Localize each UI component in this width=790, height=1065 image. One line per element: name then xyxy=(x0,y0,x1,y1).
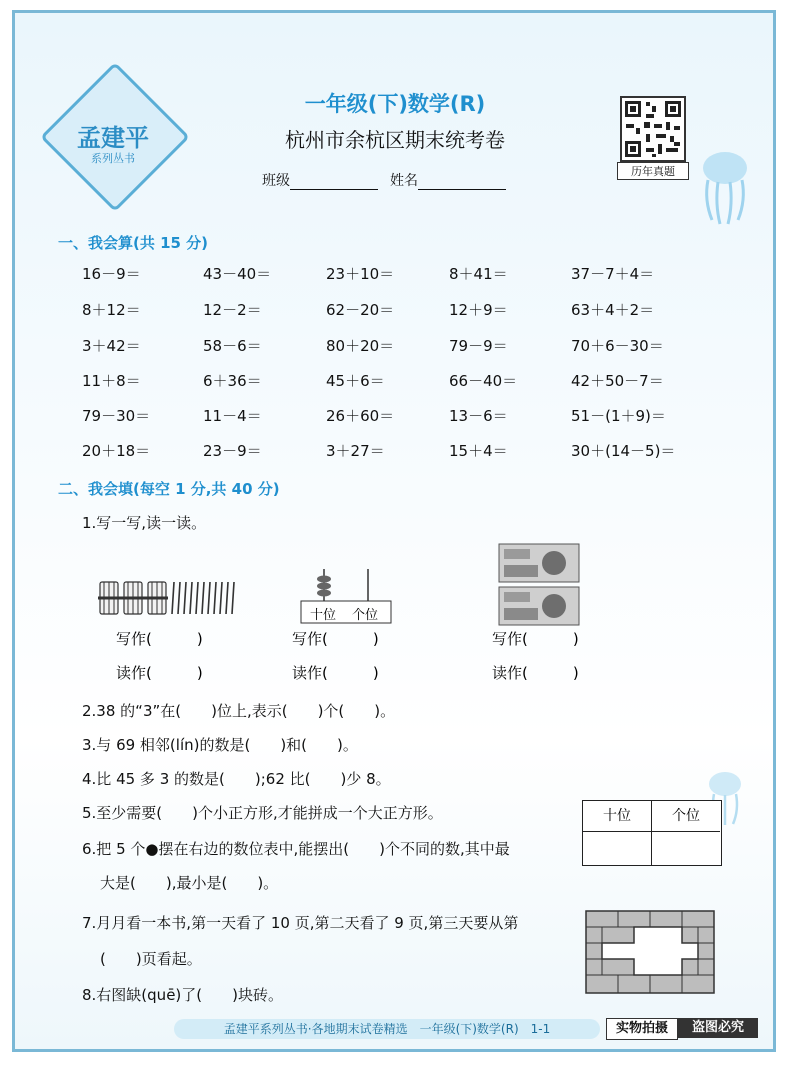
piracy-badge: 盗图必究 xyxy=(678,1018,758,1038)
calc-item: 12＋9＝ xyxy=(449,301,508,319)
question-5: 5.至少需要( )个小正方形,才能拼成一个大正方形。 xyxy=(82,804,443,822)
banknote-image-2 xyxy=(498,586,580,626)
name-field xyxy=(390,170,506,190)
exam-title: 一年级(下)数学(R) xyxy=(304,92,486,116)
section-1-title: 一、我会算(共 15 分) xyxy=(58,234,209,252)
question-7-line-1: 7.月月看一本书,第一天看了 10 页,第二天看了 9 页,第三天要从第 xyxy=(82,914,519,932)
calc-item: 8＋12＝ xyxy=(82,301,141,319)
publisher-logo-sub: 系列丛书 xyxy=(91,152,135,165)
calc-item: 51－(1＋9)＝ xyxy=(571,407,666,425)
calc-item: 3＋42＝ xyxy=(82,337,141,355)
stick-bundles-image xyxy=(98,578,238,618)
question-4: 4.比 45 多 3 的数是( );62 比( )少 8。 xyxy=(82,770,391,788)
calc-item: 37－7＋4＝ xyxy=(571,265,655,283)
question-8: 8.右图缺(quē)了( )块砖。 xyxy=(82,986,283,1004)
calc-item: 20＋18＝ xyxy=(82,442,151,460)
read-blank-2: 读作( ) xyxy=(292,664,379,682)
calc-item: 6＋36＝ xyxy=(203,372,262,390)
brick-wall-image xyxy=(585,910,715,994)
calc-item: 23＋10＝ xyxy=(326,265,395,283)
place-value-table xyxy=(582,800,722,866)
calc-item: 66－40＝ xyxy=(449,372,518,390)
calc-item: 16－9＝ xyxy=(82,265,141,283)
section-2-title: 二、我会填(每空 1 分,共 40 分) xyxy=(58,480,280,498)
read-blank-1: 读作( ) xyxy=(116,664,203,682)
name-blank xyxy=(418,175,506,190)
calc-item: 15＋4＝ xyxy=(449,442,508,460)
question-6-line-1: 6.把 5 个●摆在右边的数位表中,能摆出( )个不同的数,其中最 xyxy=(82,840,510,858)
calc-item: 13－6＝ xyxy=(449,407,508,425)
calc-item: 58－6＝ xyxy=(203,337,262,355)
question-1: 1.写一写,读一读。 xyxy=(82,514,207,532)
banknote-image xyxy=(498,543,580,583)
calc-item: 79－9＝ xyxy=(449,337,508,355)
calc-item: 63＋4＋2＝ xyxy=(571,301,655,319)
footer-series-bar: 孟建平系列丛书·各地期末试卷精选 一年级(下)数学(R) 1-1 xyxy=(174,1019,600,1039)
write-blank-1: 写作( ) xyxy=(116,630,203,648)
read-blank-3: 读作( ) xyxy=(492,664,579,682)
calc-item: 12－2＝ xyxy=(203,301,262,319)
class-label: 班级 xyxy=(262,173,290,189)
calc-item: 70＋6－30＝ xyxy=(571,337,664,355)
jellyfish-decoration xyxy=(690,150,760,230)
question-3: 3.与 69 相邻(lín)的数是( )和( )。 xyxy=(82,736,358,754)
exam-subtitle: 杭州市余杭区期末统考卷 xyxy=(285,128,505,152)
calc-item: 8＋41＝ xyxy=(449,265,508,283)
qr-code-icon xyxy=(620,96,686,162)
calc-item: 79－30＝ xyxy=(82,407,151,425)
photo-badge: 实物拍摄 xyxy=(606,1018,678,1040)
abacus-ones-label: 个位 xyxy=(352,608,379,623)
calc-item: 42＋50－7＝ xyxy=(571,372,664,390)
calc-item: 26＋60＝ xyxy=(326,407,395,425)
table-ones-header: 个位 xyxy=(652,801,720,832)
calc-item: 23－9＝ xyxy=(203,442,262,460)
calc-item: 45＋6＝ xyxy=(326,372,385,390)
class-blank xyxy=(290,175,378,190)
calc-item: 11－4＝ xyxy=(203,407,262,425)
calc-item: 3＋27＝ xyxy=(326,442,385,460)
table-tens-header: 十位 xyxy=(583,801,651,832)
calc-item: 43－40＝ xyxy=(203,265,272,283)
write-blank-2: 写作( ) xyxy=(292,630,379,648)
question-6-line-2: 大是( ),最小是( )。 xyxy=(100,874,279,892)
write-blank-3: 写作( ) xyxy=(492,630,579,648)
name-label: 姓名 xyxy=(390,173,418,189)
qr-label: 历年真题 xyxy=(617,162,689,180)
publisher-logo-text: 孟建平 xyxy=(77,123,149,152)
abacus-tens-label: 十位 xyxy=(310,608,337,623)
question-2: 2.38 的“3”在( )位上,表示( )个( )。 xyxy=(82,702,396,720)
table-divider xyxy=(651,801,652,865)
class-field xyxy=(262,170,378,190)
calc-item: 30＋(14－5)＝ xyxy=(571,442,676,460)
calc-item: 62－20＝ xyxy=(326,301,395,319)
calc-item: 11＋8＝ xyxy=(82,372,141,390)
calc-item: 80＋20＝ xyxy=(326,337,395,355)
question-7-line-2: ( )页看起。 xyxy=(100,950,202,968)
